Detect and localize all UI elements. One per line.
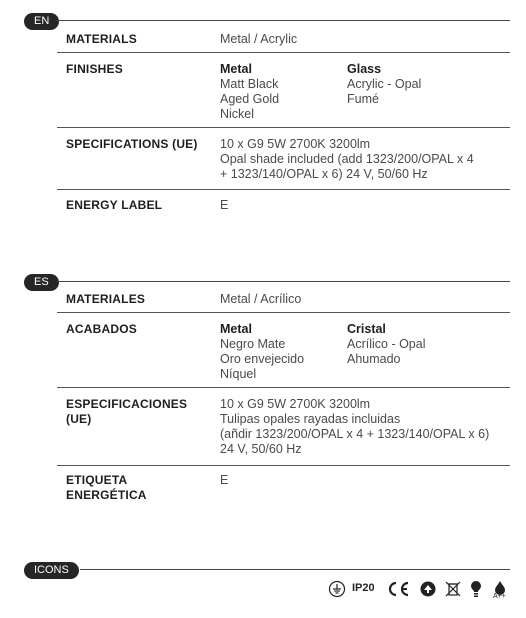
energy-label: ENERGY LABEL	[66, 198, 163, 212]
finish-item: Níquel	[220, 367, 257, 381]
energy-class-text: A++	[493, 593, 506, 600]
materials-value: Metal / Acrylic	[220, 32, 298, 46]
row-divider	[57, 312, 510, 313]
finishes-glass-column	[347, 322, 426, 367]
weee-bin-icon	[444, 580, 462, 598]
spec-line: Opal shade included (add 1323/200/OPAL x 4	[220, 152, 474, 166]
finish-item: Ahumado	[347, 352, 401, 366]
specifications-label: SPECIFICATIONS (UE)	[66, 137, 198, 151]
label-line: ETIQUETA	[66, 473, 128, 487]
finish-item: Acrylic - Opal	[347, 77, 422, 91]
row-divider	[57, 127, 510, 128]
spec-line: 10 x G9 5W 2700K 3200lm	[220, 397, 371, 411]
finishes-glass-heading: Glass	[347, 62, 382, 76]
spec-line: (añdir 1323/200/OPAL x 4 + 1323/140/OPAL x 6)	[220, 427, 490, 441]
specifications-value	[220, 137, 474, 182]
finish-item: Matt Black	[220, 77, 279, 91]
section-divider	[80, 569, 510, 570]
ce-mark-icon	[385, 580, 411, 598]
spec-line: 24 V, 50/60 Hz	[220, 442, 302, 456]
finishes-label: FINISHES	[66, 62, 123, 76]
finishes-metal-column	[220, 62, 279, 122]
finish-item: Nickel	[220, 107, 255, 121]
label-line: (UE)	[66, 412, 92, 426]
ip20-icon: IP20	[352, 582, 375, 594]
finish-item: Acrílico - Opal	[347, 337, 426, 351]
finish-item: Negro Mate	[220, 337, 286, 351]
materials-value: Metal / Acrílico	[220, 292, 302, 306]
class-i-earth-icon	[328, 580, 346, 598]
spec-line: + 1323/140/OPAL x 6) 24 V, 50/60 Hz	[220, 167, 428, 181]
row-divider	[57, 52, 510, 53]
spec-line: Tulipas opales rayadas incluidas	[220, 412, 401, 426]
specifications-value	[220, 397, 489, 457]
language-tag-es: ES	[24, 274, 59, 291]
section-divider	[57, 20, 510, 21]
finishes-glass-column	[347, 62, 421, 107]
row-divider	[57, 189, 510, 190]
language-tag-en: EN	[24, 13, 59, 30]
label-line: ESPECIFICACIONES	[66, 397, 188, 411]
spec-line: 10 x G9 5W 2700K 3200lm	[220, 137, 371, 151]
finishes-metal-column	[220, 322, 304, 382]
energy-label	[66, 473, 147, 503]
energy-value: E	[220, 198, 229, 212]
finish-item: Aged Gold	[220, 92, 280, 106]
rohs-icon	[419, 580, 437, 598]
finishes-metal-heading: Metal	[220, 322, 252, 336]
row-divider	[57, 387, 510, 388]
section-divider	[57, 281, 510, 282]
energy-value: E	[220, 473, 229, 487]
icons-tag: ICONS	[24, 562, 79, 579]
finish-item: Fumé	[347, 92, 379, 106]
materials-label: MATERIALES	[66, 292, 146, 306]
finishes-glass-heading: Cristal	[347, 322, 386, 336]
finish-item: Oro envejecido	[220, 352, 305, 366]
specifications-label	[66, 397, 187, 427]
label-line: ENERGÉTICA	[66, 488, 147, 502]
materials-label: MATERIALS	[66, 32, 137, 46]
finishes-label: ACABADOS	[66, 322, 137, 336]
led-bulb-icon	[469, 580, 483, 598]
row-divider	[57, 465, 510, 466]
finishes-metal-heading: Metal	[220, 62, 252, 76]
